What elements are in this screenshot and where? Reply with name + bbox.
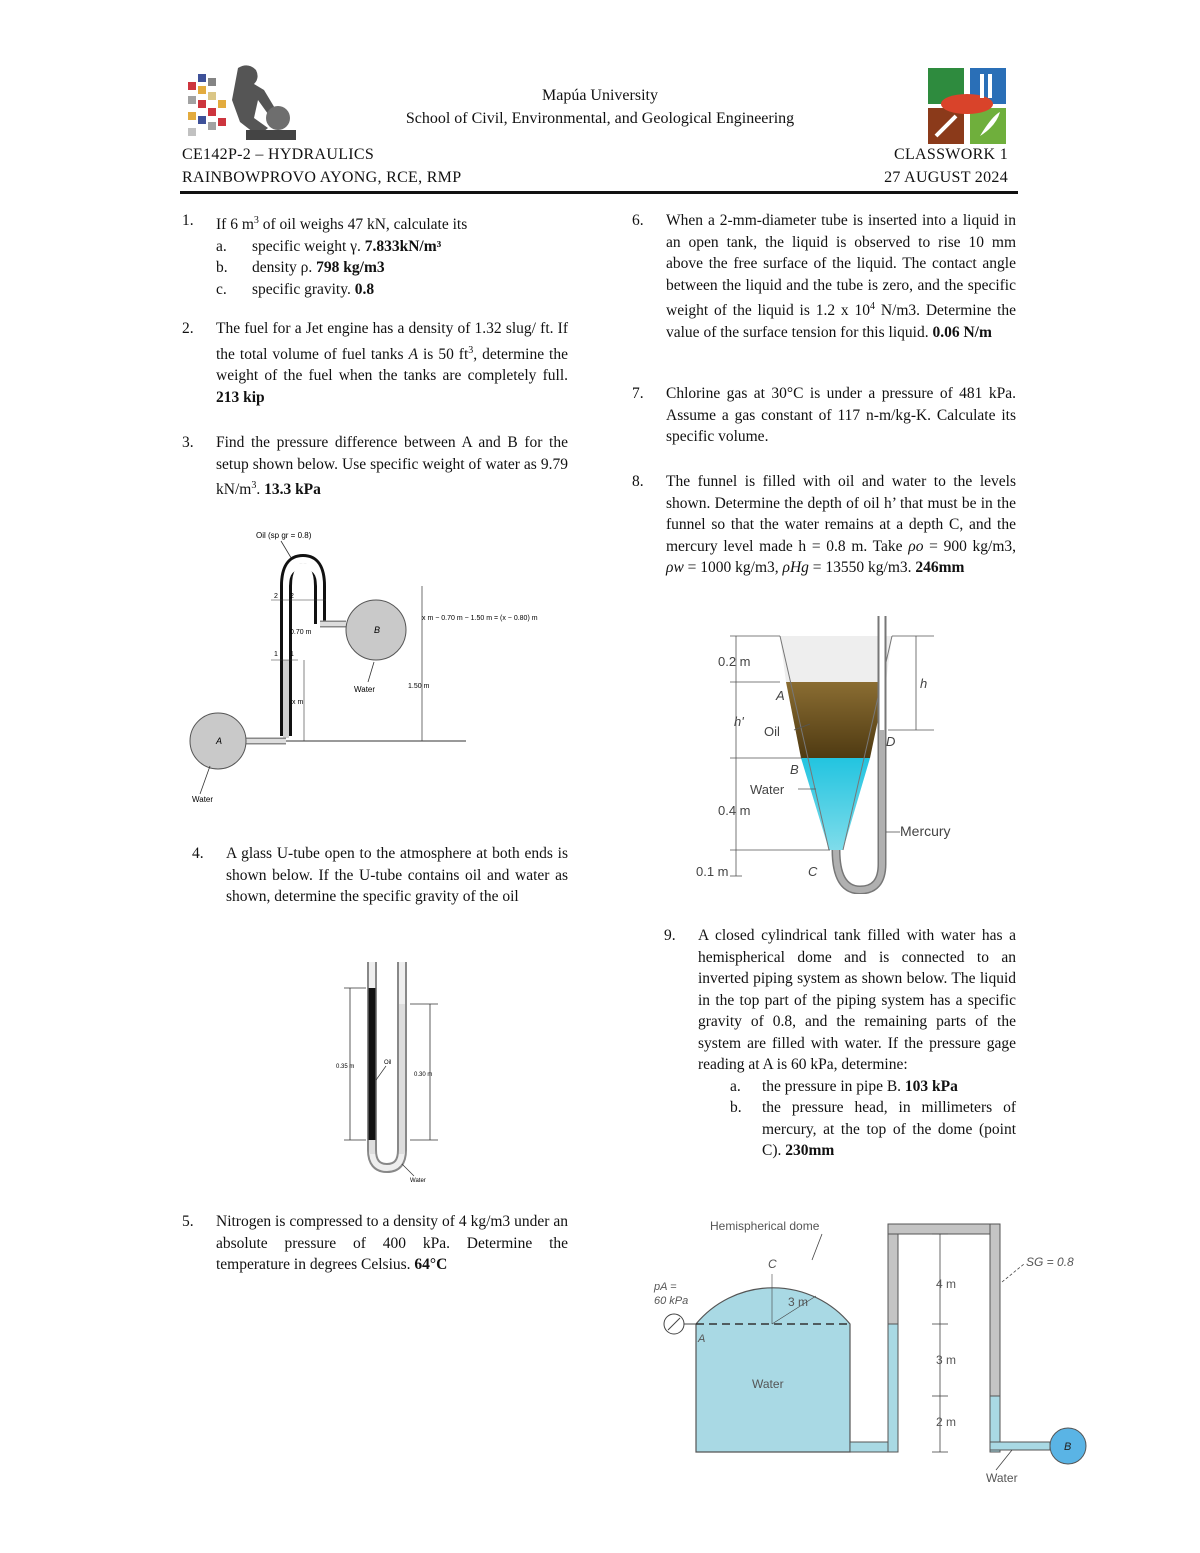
svg-text:2: 2 <box>274 593 278 600</box>
question-number: 9. <box>664 927 676 944</box>
question-number: 8. <box>632 473 644 490</box>
svg-text:Hemispherical dome: Hemispherical dome <box>710 1219 820 1233</box>
answer: 0.06 N/m <box>932 323 992 341</box>
answer: 0.8 <box>354 280 375 298</box>
svg-text:3 m: 3 m <box>936 1353 957 1367</box>
answer: 64°C <box>414 1256 448 1273</box>
svg-text:Water: Water <box>410 1178 426 1184</box>
question-number: 1. <box>182 212 194 229</box>
svg-text:h': h' <box>734 714 744 729</box>
answer: 213 kip <box>216 388 265 406</box>
answer: 246mm <box>915 559 965 576</box>
manometer-figure <box>186 526 586 810</box>
svg-text:B: B <box>790 762 799 777</box>
svg-text:1.50 m: 1.50 m <box>408 683 430 690</box>
university-logo <box>186 60 310 144</box>
svg-text:0.1 m: 0.1 m <box>696 864 729 879</box>
header-divider <box>180 191 1018 194</box>
svg-text:0.30 m: 0.30 m <box>414 1072 433 1078</box>
question-8: 8. The funnel is filled with oil and water to the levels shown. Determine the depth of oil h’ that must be in the funnel so that the water remains at a depth C, and the mercury level made h = 0.8 m. Take ρo = 900 kg/m3, ρw = 1000 kg/m3, ρHg = 13550 kg/m3. 246mm <box>632 473 1016 576</box>
svg-text:2 m: 2 m <box>936 1415 957 1429</box>
answer: 798 kg/m3 <box>316 259 385 277</box>
question-6: 6. When a 2-mm-diameter tube is inserted into a liquid in an open tank, the liquid is observed to rise 10 mm above the free surface of the liquid. The contact angle between the liquid and the tube is zero, and the specific weight of the liquid is 1.2 x $10^4$ N/m3. Determine the value of the surface tension for this liquid. 0.06 N/m <box>632 212 1017 341</box>
question-1: 1. If 6 $m^3$ of oil weighs 47 kN, calculate its a. specific weight γ. 7.833kN/m³ b. density ρ. 798 kg/m3 c. specific gravity. 0.8 <box>182 212 468 298</box>
svg-text:2: 2 <box>290 593 294 600</box>
question-4: 4. A glass U-tube open to the atmosphere at both ends is shown below. If the U-tube contains oil and water as shown, determine the specific gravity of the oil <box>192 845 568 905</box>
answer: 13.3 kPa <box>264 481 321 499</box>
svg-text:Oil: Oil <box>384 1060 392 1066</box>
question-7: 7. Chlorine gas at 30°C is under a pressure of 481 kPa. Assume a gas constant of 117 n-m/kg-K. Calculate its specific volume. <box>632 385 1016 445</box>
svg-text:0.70 m: 0.70 m <box>290 629 312 636</box>
svg-text:0.2 m: 0.2 m <box>718 654 751 669</box>
svg-text:Water: Water <box>986 1471 1018 1485</box>
department-logo <box>922 66 1012 146</box>
question-5: 5. Nitrogen is compressed to a density of 4 kg/m3 under an absolute pressure of 400 kPa. Determine the temperature in degrees Celsius. 64°C <box>182 1213 568 1273</box>
svg-text:Water: Water <box>750 782 785 797</box>
tank-figure <box>640 1214 1090 1488</box>
university-name: Mapúa University <box>542 87 658 104</box>
svg-text:Water: Water <box>752 1377 784 1391</box>
svg-text:0.4 m: 0.4 m <box>718 803 751 818</box>
course-code: CE142P-2 – HYDRAULICS <box>182 146 375 163</box>
svg-text:3 m: 3 m <box>788 1295 809 1309</box>
funnel-figure <box>690 614 980 894</box>
question-number: 5. <box>182 1213 194 1230</box>
svg-text:SG = 0.8: SG = 0.8 <box>1026 1255 1074 1269</box>
svg-text:Oil: Oil <box>764 724 780 739</box>
svg-text:B: B <box>1064 1441 1072 1453</box>
svg-text:C: C <box>808 864 818 879</box>
question-3: 3. Find the pressure difference between A and B for the setup shown below. Use specific weight of water as 9.79 $kN/m^3$. 13.3 kPa <box>182 434 568 499</box>
answer: 230mm <box>785 1142 835 1159</box>
svg-text:Water: Water <box>192 795 214 804</box>
svg-text:x m: x m <box>292 699 304 706</box>
svg-text:C: C <box>768 1257 777 1271</box>
svg-text:4 m: 4 m <box>936 1277 957 1291</box>
question-number: 6. <box>632 212 644 229</box>
svg-text:D: D <box>886 734 896 749</box>
school-name: School of Civil, Environmental, and Geological Engineering <box>405 110 795 127</box>
svg-text:h: h <box>920 676 928 691</box>
svg-text:pA =: pA = <box>654 1281 677 1293</box>
svg-text:0.35 m: 0.35 m <box>336 1064 355 1070</box>
question-2: 2. The fuel for a Jet engine has a density of 1.32 slug/ ft. If the total volume of fuel tanks A is 50 $ft^3$, determine the weight of the fuel when the tanks are completely full. 213 kip <box>182 320 568 406</box>
answer: 103 kPa <box>904 1077 958 1095</box>
question-number: 7. <box>632 385 644 402</box>
instructor-name: RAINBOWPROVO AYONG, RCE, RMP <box>182 169 462 186</box>
svg-text:60 kPa: 60 kPa <box>654 1295 689 1307</box>
svg-text:1: 1 <box>290 651 294 658</box>
svg-text:1: 1 <box>274 651 278 658</box>
activity-title: CLASSWORK 1 <box>894 146 1008 163</box>
question-9: 9. A closed cylindrical tank filled with water has a hemispherical dome and is connected to an inverted piping system as shown below. The liquid in the top part of the piping system has a specific gravity of 0.8, and the remaining parts of the system are filled with water. If the pressure gage reading at A is 60 kPa, determine: a. the pressure in pipe B. 103 kPa b. the pressure head, in millimeters of mercury, at the top of the dome (point C). 230mm <box>664 927 1016 1159</box>
svg-text:A: A <box>216 736 223 746</box>
svg-text:A: A <box>698 1333 706 1345</box>
u-tube-figure <box>330 954 460 1186</box>
svg-text:Water: Water <box>354 685 376 694</box>
question-number: 2. <box>182 320 194 337</box>
svg-text:x m − 0.70 m − 1.50 m = (x − 0: x m − 0.70 m − 1.50 m = (x − 0.80) m <box>422 615 538 622</box>
svg-text:A: A <box>776 688 785 703</box>
activity-date: 27 AUGUST 2024 <box>884 169 1008 186</box>
svg-text:Mercury: Mercury <box>900 823 951 839</box>
svg-text:Oil (sp gr = 0.8): Oil (sp gr = 0.8) <box>256 531 312 540</box>
question-number: 4. <box>192 845 204 862</box>
answer: 7.833kN/m³ <box>364 237 442 255</box>
question-number: 3. <box>182 434 194 451</box>
svg-text:B: B <box>374 625 381 635</box>
